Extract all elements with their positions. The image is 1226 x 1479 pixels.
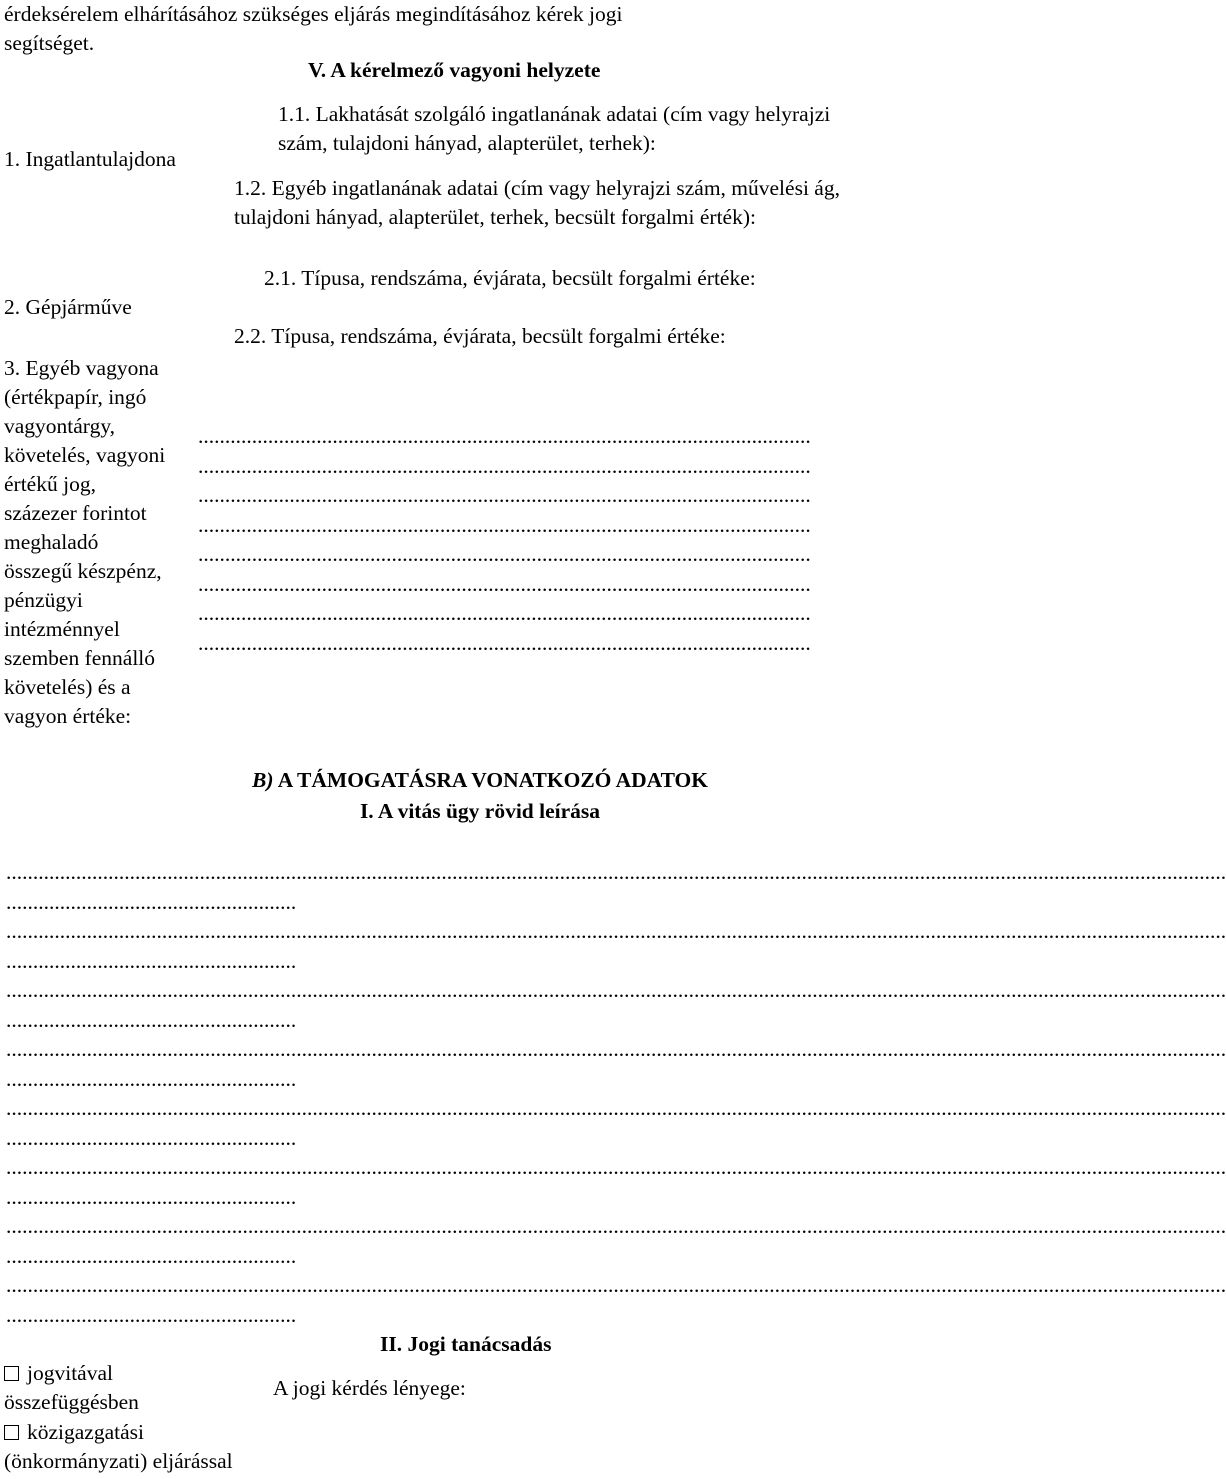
description-line-short[interactable]: ...................................................... bbox=[6, 949, 297, 973]
section-v-heading: V. A kérelmező vagyoni helyzete bbox=[308, 58, 601, 82]
option-legal-dispute-label-cont: összefüggésben bbox=[4, 1390, 139, 1414]
checkbox-icon[interactable] bbox=[4, 1366, 19, 1381]
description-line-short[interactable]: ...................................................... bbox=[6, 1185, 297, 1209]
dotted-fill-line[interactable]: .................................................................................................................. bbox=[198, 630, 811, 655]
section-b-heading-prefix: B) bbox=[252, 768, 274, 792]
legal-advice-heading: II. Jogi tanácsadás bbox=[380, 1332, 552, 1356]
other-assets-label-line: követelés) és a bbox=[4, 675, 131, 699]
option-administrative-label-cont: (önkormányzati) eljárással bbox=[4, 1449, 233, 1473]
description-line-short[interactable]: ...................................................... bbox=[6, 890, 297, 914]
other-assets-label-line: vagyontárgy, bbox=[4, 414, 116, 438]
item-1-1-line-2: szám, tulajdoni hányad, alapterület, terhek): bbox=[278, 131, 656, 155]
dotted-fill-line[interactable]: .................................................................................................................. bbox=[198, 483, 811, 507]
vehicle-label: 2. Gépjárműve bbox=[4, 295, 132, 319]
other-assets-label-line: (értékpapír, ingó bbox=[4, 385, 147, 409]
other-assets-fill-area[interactable] bbox=[198, 422, 874, 658]
other-assets-label-line: vagyon értéke: bbox=[4, 704, 132, 728]
dotted-fill-line[interactable]: .................................................................................................................. bbox=[198, 601, 811, 625]
other-assets-label-line: meghaladó bbox=[4, 530, 99, 554]
dotted-fill-line[interactable]: .................................................................................................................. bbox=[198, 453, 811, 478]
checkbox-icon[interactable] bbox=[4, 1425, 19, 1440]
dotted-fill-line[interactable]: .................................................................................................................. bbox=[198, 512, 811, 537]
section-b-heading bbox=[0, 766, 960, 795]
other-assets-label-line: szemben fennálló bbox=[4, 646, 156, 670]
item-2-2: 2.2. Típusa, rendszáma, évjárata, becsült forgalmi értéke: bbox=[234, 324, 726, 348]
dotted-fill-line[interactable]: .................................................................................................................. bbox=[198, 424, 811, 448]
other-assets-label-line: intézménnyel bbox=[4, 617, 120, 641]
description-line-long[interactable]: ................................................................................................................................................................................................................................... bbox=[6, 978, 1226, 1002]
section-b-heading-text: A TÁMOGATÁSRA VONATKOZÓ ADATOK bbox=[273, 768, 708, 792]
option-legal-dispute[interactable] bbox=[4, 1359, 139, 1417]
real-estate-label: 1. Ingatlantulajdona bbox=[4, 147, 176, 171]
intro-line-2: segítséget. bbox=[4, 31, 95, 55]
option-administrative-label: közigazgatási bbox=[27, 1420, 145, 1444]
dotted-fill-line[interactable]: .................................................................................................................. bbox=[198, 542, 811, 566]
other-assets-label-line: követelés, vagyoni bbox=[4, 443, 166, 467]
option-legal-dispute-label: jogvitával bbox=[27, 1361, 113, 1385]
description-line-long[interactable]: ................................................................................................................................................................................................................................... bbox=[6, 1037, 1226, 1061]
other-assets-label-line: pénzügyi bbox=[4, 588, 83, 612]
other-assets-label bbox=[4, 354, 165, 731]
description-line-long[interactable]: ................................................................................................................................................................................................................................... bbox=[6, 1155, 1226, 1179]
intro-line-1: érdeksérelem elhárításához szükséges eljárás megindításához kérek jogi bbox=[4, 2, 623, 26]
dispute-description-area[interactable] bbox=[6, 858, 1226, 1330]
description-line-long[interactable]: ................................................................................................................................................................................................................................... bbox=[6, 1273, 1226, 1297]
legal-question-label: A jogi kérdés lényege: bbox=[273, 1376, 466, 1400]
option-administrative-procedure[interactable] bbox=[4, 1418, 233, 1476]
description-line-short[interactable]: ...................................................... bbox=[6, 1067, 297, 1091]
item-1-2-line-1: 1.2. Egyéb ingatlanának adatai (cím vagy helyrajzi szám, művelési ág, bbox=[234, 176, 840, 200]
description-line-short[interactable]: ...................................................... bbox=[6, 1303, 297, 1327]
other-assets-label-line: értékű jog, bbox=[4, 472, 96, 496]
dotted-fill-line[interactable]: .................................................................................................................. bbox=[198, 571, 811, 596]
description-line-short[interactable]: ...................................................... bbox=[6, 1126, 297, 1150]
other-assets-label-line: 3. Egyéb vagyona bbox=[4, 356, 159, 380]
dispute-description-heading: I. A vitás ügy rövid leírása bbox=[359, 799, 601, 823]
item-2-1: 2.1. Típusa, rendszáma, évjárata, becsült forgalmi értéke: bbox=[264, 266, 756, 290]
other-assets-label-line: százezer forintot bbox=[4, 501, 147, 525]
description-line-long[interactable]: ................................................................................................................................................................................................................................... bbox=[6, 919, 1226, 943]
other-assets-label-line: összegű készpénz, bbox=[4, 559, 162, 583]
description-line-short[interactable]: ...................................................... bbox=[6, 1008, 297, 1032]
description-line-long[interactable]: ................................................................................................................................................................................................................................... bbox=[6, 860, 1226, 884]
item-1-1-line-1: 1.1. Lakhatását szolgáló ingatlanának adatai (cím vagy helyrajzi bbox=[278, 102, 831, 126]
description-line-long[interactable]: ................................................................................................................................................................................................................................... bbox=[6, 1096, 1226, 1120]
item-1-2-line-2: tulajdoni hányad, alapterület, terhek, becsült forgalmi érték): bbox=[234, 205, 756, 229]
description-line-short[interactable]: ...................................................... bbox=[6, 1244, 297, 1268]
description-line-long[interactable]: ................................................................................................................................................................................................................................... bbox=[6, 1214, 1226, 1238]
